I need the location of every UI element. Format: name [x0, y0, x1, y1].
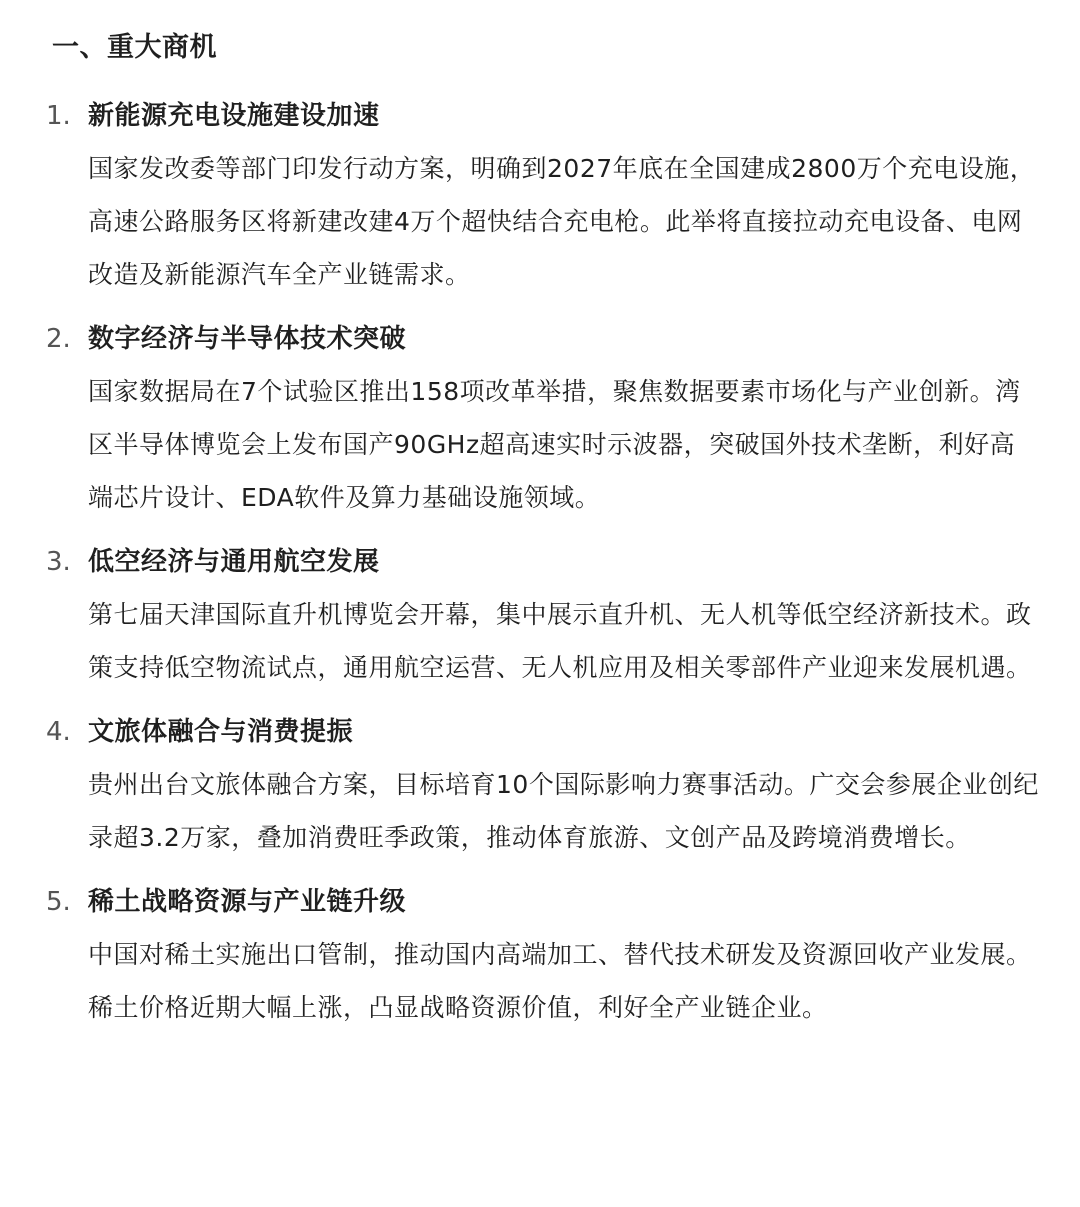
item-number: 3.: [46, 547, 71, 577]
item-body: 贵州出台文旅体融合方案，目标培育10个国际影响力赛事活动。广交会参展企业创纪录超3.2万家，叠加消费旺季政策，推动体育旅游、文创产品及跨境消费增长。: [88, 770, 1039, 852]
item-title: 新能源充电设施建设加速: [88, 101, 380, 131]
item-body: 第七届天津国际直升机博览会开幕，集中展示直升机、无人机等低空经济新技术。政策支持低空物流试点，通用航空运营、无人机应用及相关零部件产业迎来发展机遇。: [88, 600, 1032, 682]
item-body: 国家数据局在7个试验区推出158项改革举措，聚焦数据要素市场化与产业创新。湾区半导体博览会上发布国产90GHz超高速实时示波器，突破国外技术垄断，利好高端芯片设计、EDA软件及算力基础设施领域。: [88, 377, 1021, 512]
list-item: [46, 882, 1040, 1034]
item-body: 中国对稀土实施出口管制，推动国内高端加工、替代技术研发及资源回收产业发展。稀土价格近期大幅上涨，凸显战略资源价值，利好全产业链企业。: [88, 940, 1032, 1022]
list-item: [46, 319, 1040, 524]
list-item: [46, 542, 1040, 694]
item-number: 1.: [46, 101, 71, 131]
item-title: 稀土战略资源与产业链升级: [88, 887, 407, 917]
item-number: 5.: [46, 887, 71, 917]
item-number: 2.: [46, 324, 71, 354]
section-title: 一、重大商机: [52, 32, 217, 63]
item-body: 国家发改委等部门印发行动方案，明确到2027年底在全国建成2800万个充电设施，高速公路服务区将新建改建4万个超快结合充电枪。此举将直接拉动充电设备、电网改造及新能源汽车全产业链需求。: [88, 154, 1036, 289]
item-title: 文旅体融合与消费提振: [88, 717, 354, 747]
item-title: 低空经济与通用航空发展: [88, 547, 380, 577]
list-item: [46, 96, 1040, 301]
item-title: 数字经济与半导体技术突破: [88, 324, 407, 354]
item-number: 4.: [46, 717, 71, 747]
list-item: [46, 712, 1040, 864]
